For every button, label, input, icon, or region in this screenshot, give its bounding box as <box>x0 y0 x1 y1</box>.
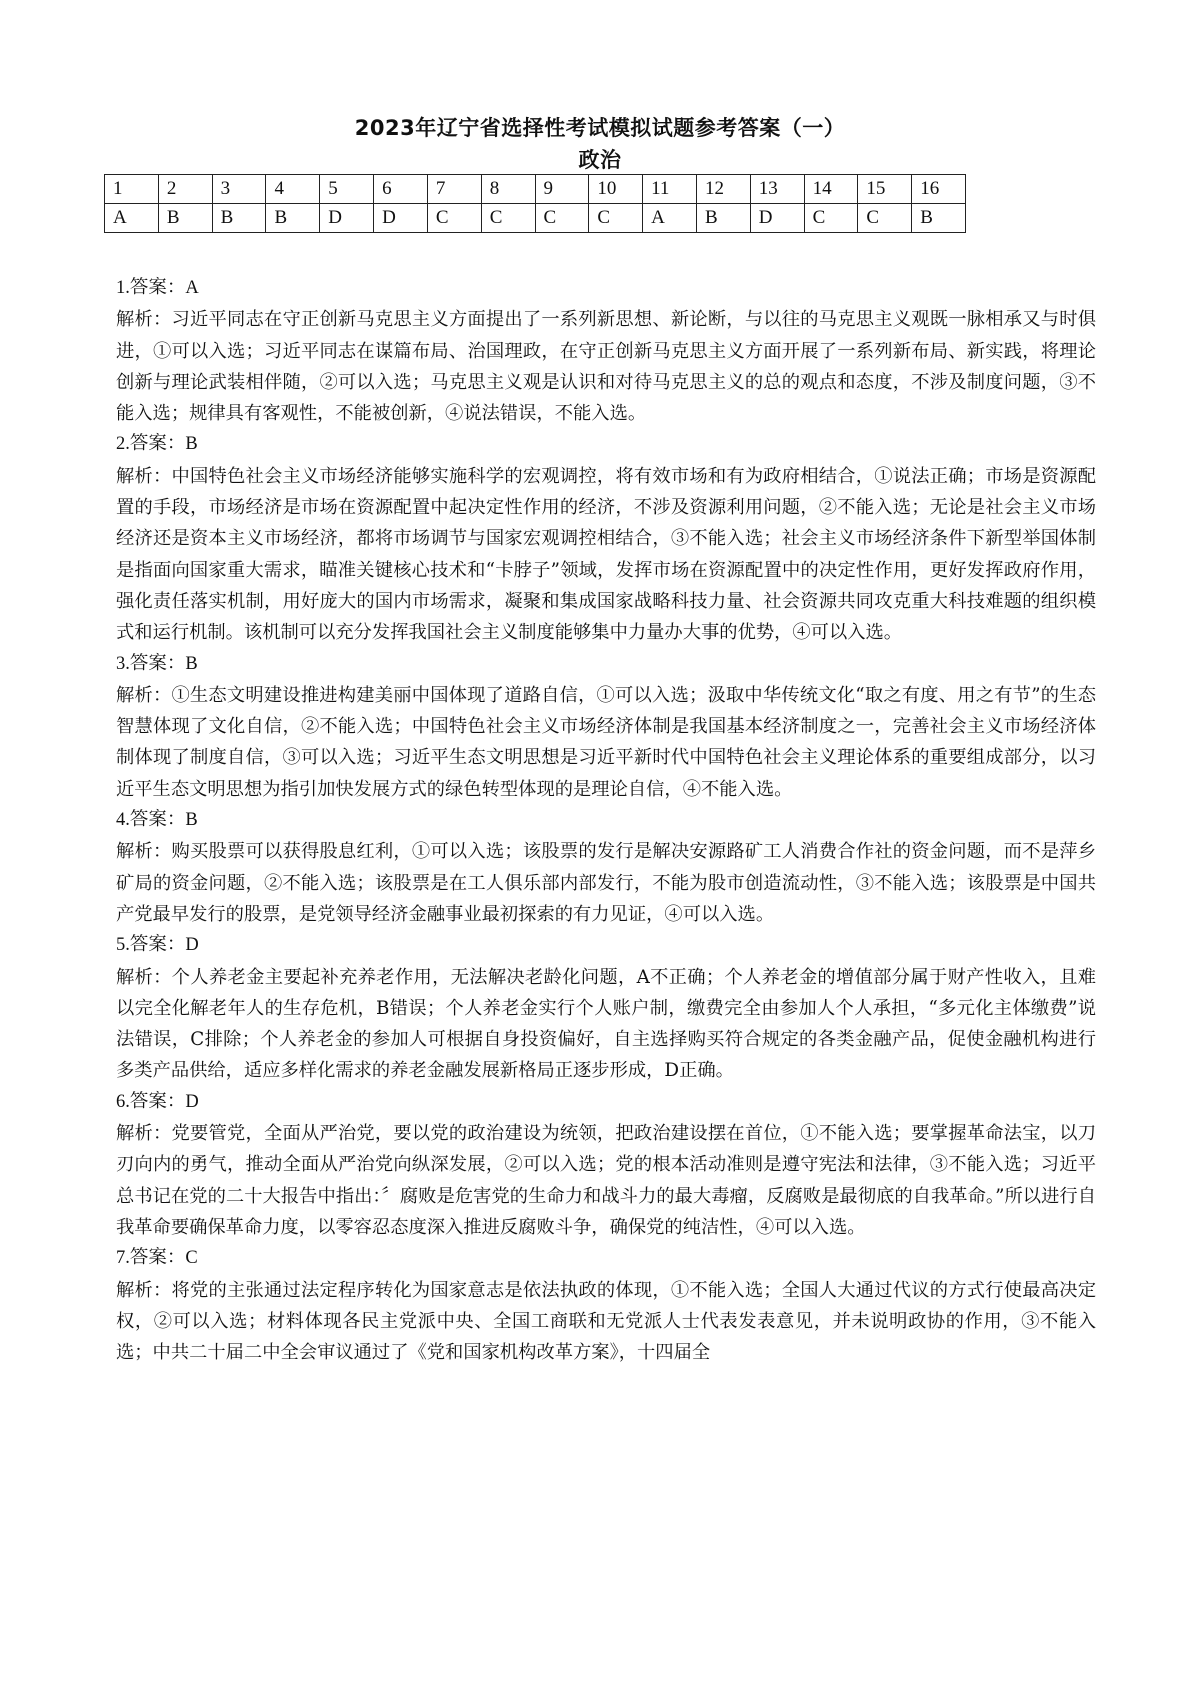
question-number: 3 <box>212 175 266 204</box>
answer-letter: C <box>858 204 912 233</box>
explanations <box>116 273 1096 1368</box>
answer-letter-row <box>105 204 966 233</box>
question-number: 16 <box>912 175 966 204</box>
analysis-text: 解析：中国特色社会主义市场经济能够实施科学的宏观调控，将有效市场和有为政府相结合，①说法正确；市场是资源配置的手段，市场经济是市场在资源配置中起决定性作用的经济，不涉及资源利用问题，②不能入选；无论是社会主义市场经济还是资本主义市场经济，都将市场调节与国家宏观调控相结合，③不能入选；社会主义市场经济条件下新型举国体制是指面向国家重大需求，瞄准关键核心技术和“卡脖子”领域，发挥市场在资源配置中的决定性作用，更好发挥政府作用，强化责任落实机制，用好庞大的国内市场需求，凝聚和集成国家战略科技力量、社会资源共同攻克重大科技难题的组织模式和运行机制。该机制可以充分发挥我国社会主义制度能够集中力量办大事的优势，④可以入选。 <box>116 465 1096 644</box>
answer-letter: A <box>643 204 697 233</box>
question-number: 6 <box>374 175 428 204</box>
answer-letter: B <box>696 204 750 233</box>
answer-line: 4.答案：B <box>116 810 198 831</box>
subject-title: 政治 <box>578 148 622 172</box>
question-number: 11 <box>643 175 697 204</box>
answer-letter: B <box>212 204 266 233</box>
analysis-text: 解析：购买股票可以获得股息红利，①可以入选；该股票的发行是解决安源路矿工人消费合作社的资金问题，而不是萍乡矿局的资金问题，②不能入选；该股票是在工人俱乐部内部发行，不能为股市创造流动性，③不能入选；该股票是中国共产党最早发行的股票，是党领导经济金融事业最初探索的有力见证，④可以入选。 <box>116 841 1096 925</box>
answer-letter: C <box>804 204 858 233</box>
analysis-text: 解析：将党的主张通过法定程序转化为国家意志是依法执政的体现，①不能入选；全国人大通过代议的方式行使最高决定权，②可以入选；材料体现各民主党派中央、全国工商联和无党派人士代表发表意见，并未说明政协的作用，③不能入选；中共二十届二中全会审议通过了《党和国家机构改革方案》，十四届全 <box>116 1279 1096 1364</box>
analysis-text: 解析：习近平同志在守正创新马克思主义方面提出了一系列新思想、新论断，与以往的马克思主义观既一脉相承又与时俱进，①可以入选；习近平同志在谋篇布局、治国理政，在守正创新马克思主义方面开展了一系列新布局、新实践，将理论创新与理论武装相伴随，②可以入选；马克思主义观是认识和对待马克思主义的总的观点和态度，不涉及制度问题，③不能入选；规律具有客观性，不能被创新，④说法错误，不能入选。 <box>116 309 1096 425</box>
answer-line: 2.答案：B <box>116 434 198 455</box>
document-title: 2023年辽宁省选择性考试模拟试题参考答案（一） <box>354 116 846 140</box>
answer-line: 6.答案：D <box>116 1091 199 1112</box>
answer-letter: D <box>750 204 804 233</box>
question-number: 7 <box>427 175 481 204</box>
answer-letter: B <box>158 204 212 233</box>
answer-letter: C <box>481 204 535 233</box>
question-number: 5 <box>320 175 374 204</box>
question-number: 9 <box>535 175 589 204</box>
analysis-text: 解析：党要管党，全面从严治党，要以党的政治建设为统领，把政治建设摆在首位，①不能入选；要掌握革命法宝，以刀刃向内的勇气，推动全面从严治党向纵深发展，②可以入选；党的根本活动准则是遵守宪法和法律，③不能入选；习近平总书记在党的二十大报告中指出：〞腐败是危害党的生命力和战斗力的最大毒瘤，反腐败是最彻底的自我革命。”所以进行自我革命要确保革命力度，以零容忍态度深入推进反腐败斗争，确保党的纯洁性，④可以入选。 <box>116 1123 1096 1238</box>
answer-letter: D <box>320 204 374 233</box>
answer-letter: A <box>105 204 159 233</box>
analysis-text: 解析：个人养老金主要起补充养老作用，无法解决老龄化问题，A不正确；个人养老金的增值部分属于财产性收入，且难以完全化解老年人的生存危机，B错误；个人养老金实行个人账户制，缴费完全由参加人个人承担，“多元化主体缴费”说法错误，C排除；个人养老金的参加人可根据自身投资偏好，自主选择购买符合规定的各类金融产品，促使金融机构进行多类产品供给，适应多样化需求的养老金融发展新格局正逐步形成，D正确。 <box>116 966 1096 1082</box>
answer-line: 3.答案：B <box>116 653 198 674</box>
answer-key-table <box>104 174 966 233</box>
question-number: 13 <box>750 175 804 204</box>
question-number: 1 <box>105 175 159 204</box>
question-number: 2 <box>158 175 212 204</box>
answer-line: 7.答案：C <box>116 1248 198 1269</box>
question-number: 4 <box>266 175 320 204</box>
answer-line: 1.答案：A <box>116 278 199 298</box>
analysis-text: 解析：①生态文明建设推进构建美丽中国体现了道路自信，①可以入选；汲取中华传统文化“取之有度、用之有节”的生态智慧体现了文化自信，②不能入选；中国特色社会主义市场经济体制是我国基本经济制度之一，完善社会主义市场经济体制体现了制度自信，③可以入选；习近平生态文明思想是习近平新时代中国特色社会主义理论体系的重要组成部分，以习近平生态文明思想为指引加快发展方式的绿色转型体现的是理论自信，④不能入选。 <box>116 684 1096 800</box>
question-number: 8 <box>481 175 535 204</box>
answer-letter: C <box>535 204 589 233</box>
question-number-row <box>105 175 966 204</box>
answer-letter: C <box>589 204 643 233</box>
question-number: 12 <box>696 175 750 204</box>
question-number: 14 <box>804 175 858 204</box>
answer-line: 5.答案：D <box>116 935 199 956</box>
question-number: 15 <box>858 175 912 204</box>
question-number: 10 <box>589 175 643 204</box>
answer-letter: B <box>912 204 966 233</box>
answer-letter: D <box>374 204 428 233</box>
answer-letter: B <box>266 204 320 233</box>
answer-letter: C <box>427 204 481 233</box>
